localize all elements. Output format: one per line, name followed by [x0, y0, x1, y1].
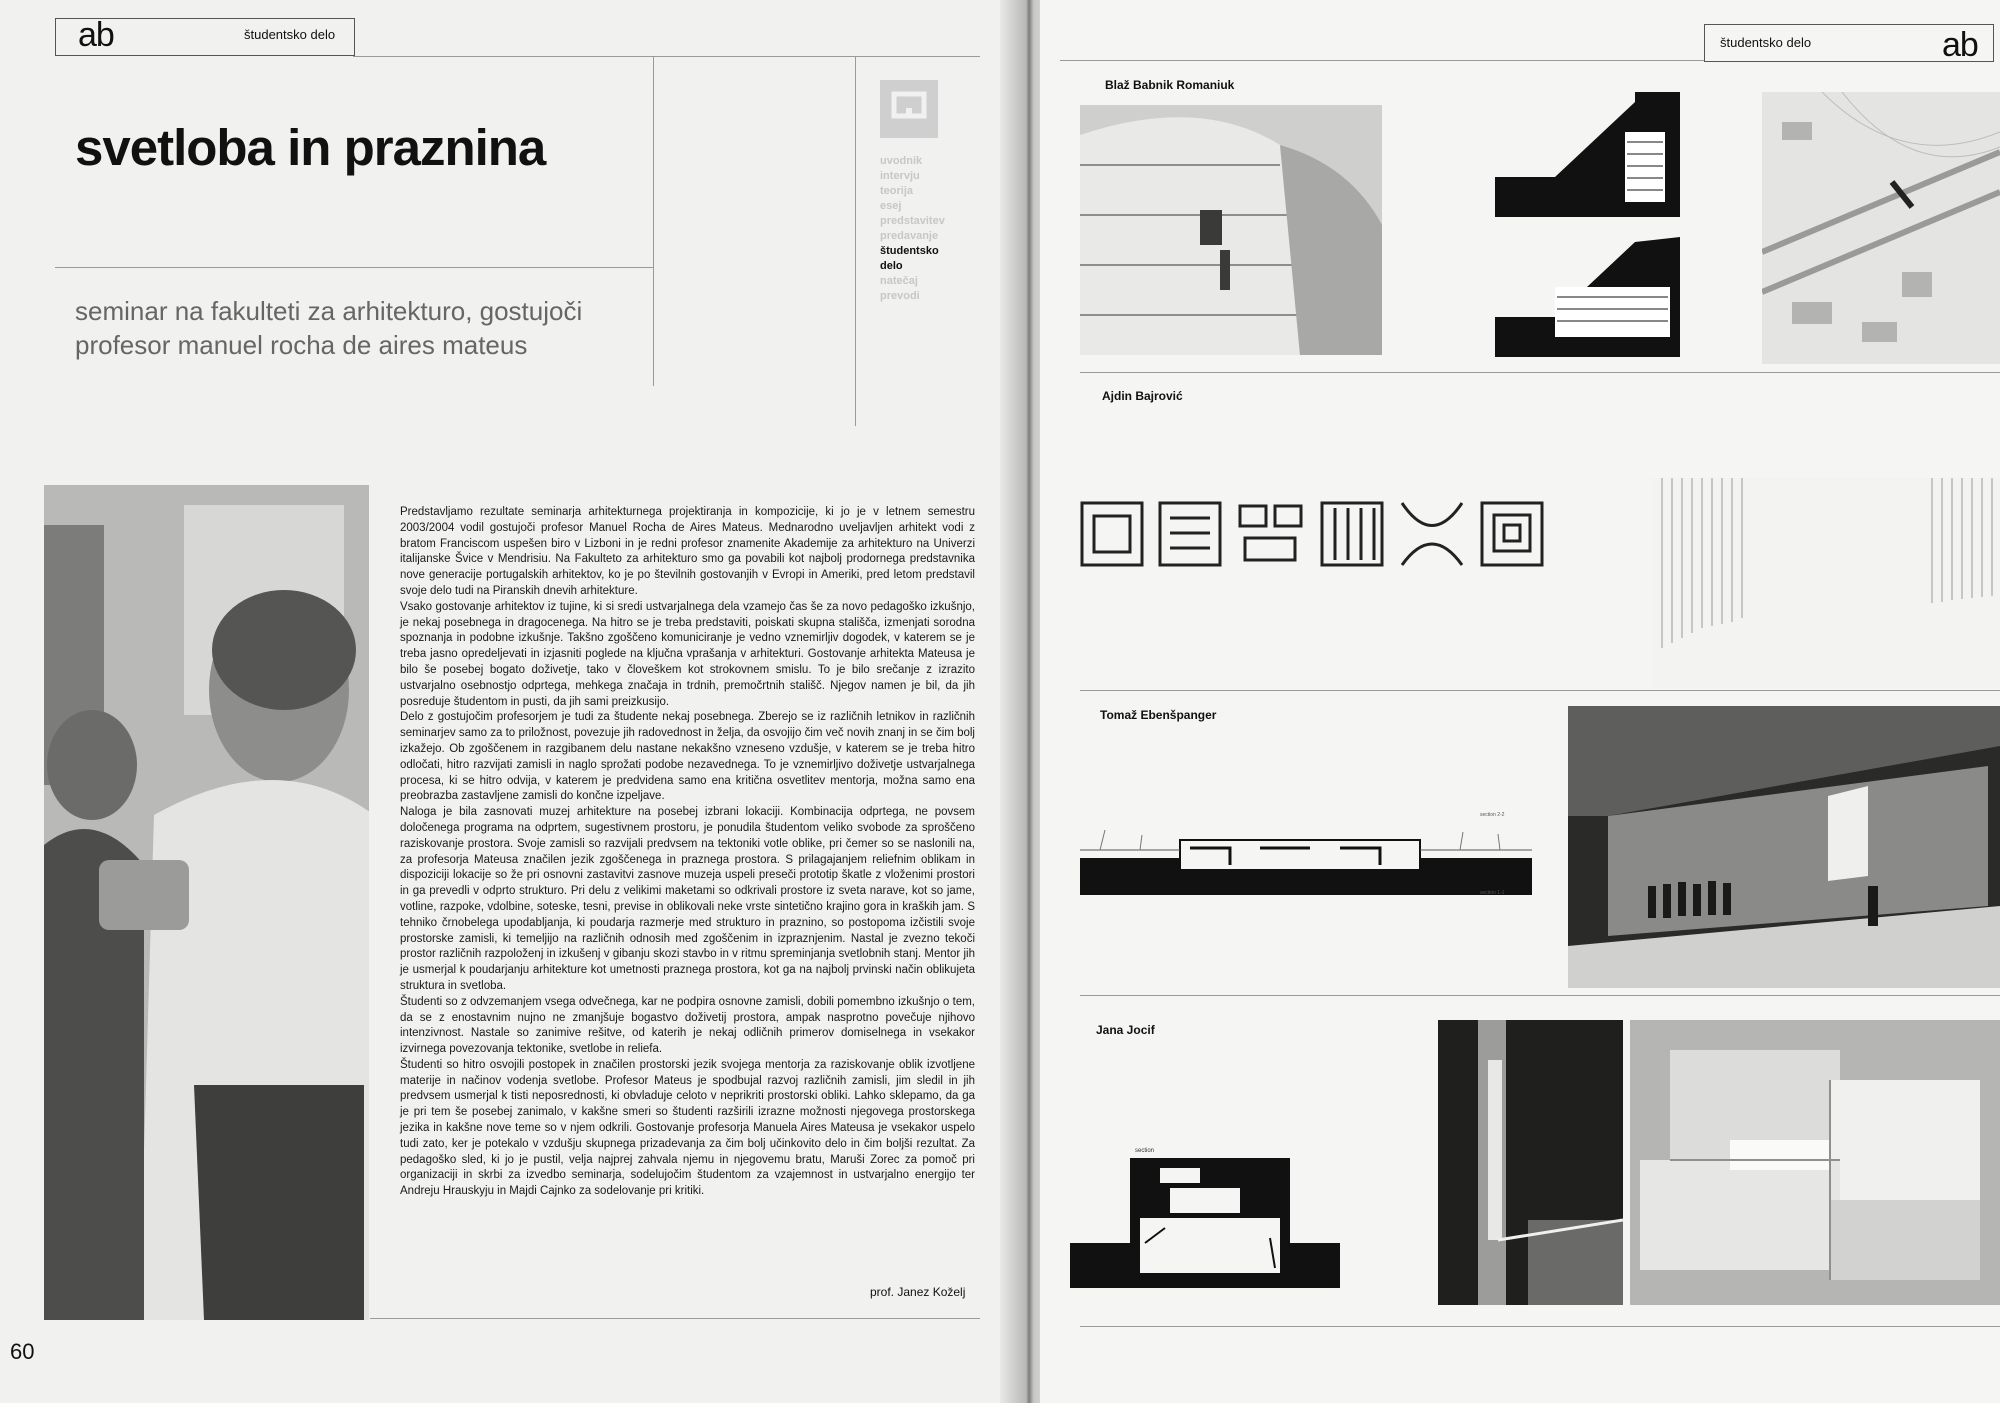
jocif-section-label: section [1135, 1148, 1155, 1154]
row-rule [1080, 690, 2000, 691]
nav-item-delo[interactable]: delo [880, 260, 903, 272]
right-logo: ab [1942, 26, 1978, 64]
row-rule [1080, 995, 2000, 996]
nav-item-esej[interactable]: esej [880, 200, 902, 212]
nav-item-predavanje[interactable]: predavanje [880, 230, 939, 242]
row-rule [1080, 372, 2000, 373]
right-header-rule [1060, 60, 1704, 61]
right-section-label: študentsko delo [1720, 35, 1812, 50]
nav-item-natecaj[interactable]: natečaj [880, 275, 918, 287]
bajrovic-render [1652, 478, 2000, 688]
student-name: Ajdin Bajrović [1102, 389, 1183, 403]
section-icon [880, 80, 938, 138]
nav-item-predstavitev[interactable]: predstavitev [880, 215, 945, 227]
article-author: prof. Janez Koželj [870, 1285, 966, 1299]
subtitle-line-2: profesor manuel rocha de aires mateus [75, 330, 528, 360]
jocif-section [1070, 1148, 1340, 1288]
jocif-model-photo [1630, 1020, 2000, 1305]
student-name: Jana Jocif [1096, 1023, 1155, 1037]
page-title: svetloba in praznina [75, 119, 546, 176]
nav-item-intervju[interactable]: intervju [880, 170, 920, 182]
section-nav [880, 154, 990, 304]
right-page [1040, 0, 2000, 1403]
nav-item-uvodnik[interactable]: uvodnik [880, 155, 923, 167]
body-paragraph: Delo z gostujočim profesorjem je tudi za študente nekaj posebnega. Zberejo se iz različnih letnikov in različnih seminarjev samo za to priložnost, povezuje jih radovednost in želja, da osvojijo čim več novih znanj in se čim bolj izkažejo. Ob zgoščenem in razgibanem delu nastane nekakšno vzneseno vzdušje, v katerem se je treba hitro odločati, hitro razvijati zamisli in naglo sprožati podobe nezavednega. To je vznemirljivo doživetje ustvarjalnega procesa, ki se hitro odvija, v katerem je predvidena samo ena kritična osvetlitev mentorja, možna samo ena preobrazba zastavljene zamisli do končne izpeljave. [400, 711, 975, 803]
body-paragraph: Študenti so z odvzemanjem vsega odvečnega, kar ne podpira osnovne zamisli, dobili pomembno izkušnjo o tem, da se z enostavnim nujno ne zmanjšuje bogastvo doživetij prostora, ampak nasprotno povečuje njihovo intenzivnost. Nastale so zanimive rešitve, od katerih je nekaj odličnih primerov domiselnega in vsekakor izvirnega povezovanja tektonike, svetlobe in reliefa. [400, 995, 975, 1056]
page-number: 60 [10, 1339, 35, 1364]
nav-rule [855, 56, 856, 426]
babnik-model-photo [1080, 105, 1382, 355]
left-logo: ab [78, 16, 114, 54]
nav-item-studentsko[interactable]: študentsko [880, 245, 939, 257]
ebenspanger-section [1080, 810, 1532, 895]
column-rule [653, 56, 654, 386]
bajrovic-plans [1080, 498, 1600, 573]
body-paragraph: Vsako gostovanje arhitektov iz tujine, ki si sredi ustvarjalnega dela vzamejo čas še za novo pedagoško izkušnjo, je nekaj posebnega in dragocenega. Na hitro se je treba predstaviti, poiskati skupna stališča, izmenjati sorodna spoznanja in podobne izkušnje. Takšno zgoščeno komuniciranje je vedno vznemirljiv dogodek, v katerem se je treba jasno opredeljevati in izjasniti poglede na ključna vprašanja v arhitekturi. Gostovanje arhitekta Mateusa je bilo še posebej bogato doživetje, tako v človeškem kot strokovnem smislu. To je bilo srečanje z izrazito ustvarjalno osebnostjo odprtega, mehkega značaja in trdnih, premočrtnih stališč. Njegov namen je bil, da jih posreduje študentom in pusti, da jih sami preizkusijo. [400, 600, 975, 708]
section-label-a: section 2-2 [1480, 812, 1505, 818]
student-name: Tomaž Ebenšpanger [1100, 708, 1217, 722]
babnik-sections [1495, 92, 1680, 357]
header-rule [353, 56, 980, 57]
student-name: Blaž Babnik Romaniuk [1105, 78, 1235, 92]
nav-item-teorija[interactable]: teorija [880, 185, 914, 197]
ebenspanger-render [1568, 706, 2000, 988]
babnik-site-plan [1762, 92, 2000, 364]
body-paragraph: Naloga je bila zasnovati muzej arhitekture na posebej izbrani lokaciji. Kombinacija odprtega, ne povsem določenega programa na odprtem, sugestivnem prostoru, je ponudila študentom veliko svobode za sproščeno raziskovanje prostora. Svoje zamisli so razvijali predvsem na tektoniki votle oblike, pri čemer so se naslonili na, za profesorja Mateusa značilen jezik zgoščenega in praznega prostora. S prilagajanjem reliefnim oblikam in dispoziciji lokacije so že pri osnovni zastavitvi zasnove muzeja uspeli preseči prototip škatle z vloženimi prostori in ga prevedli v odprto strukturo. Pri delu z velikimi maketami so odkrivali prostore iz sveta narave, kot so jame, votline, razpoke, vdolbine, soteske, tesni, previse in oblikovali neke vrste sintetično krajino gora in kraških jam. S tehniko črnobelega upodabljanja, ki poudarja razmerje med strukturo in praznino, so postopoma izčistili svoje prostorske zamisli, ki temeljijo na različnih odnosih med zgoščenim in izpraznjenim. Nastal je zvezno tekoči prostor različnih razpoloženj in izkušenj v gibanju skozi stavbo in v ritmu spreminjanja svetlobnih stanj. Mentor jih je usmerjal k poudarjanju arhitekture kot umetnosti praznega prostora, kot ga na najbolj prvinski način oblikujeta struktura in svetloba. [400, 806, 975, 992]
footer-rule [370, 1318, 980, 1319]
professor-photo [44, 485, 369, 1320]
jocif-interior-photo [1438, 1020, 1623, 1305]
title-rule [55, 267, 653, 268]
subtitle [75, 294, 582, 362]
body-paragraph: Študenti so hitro osvojili postopek in značilen prostorski jezik svojega mentorja za raziskovanje oblik izvotljene materije in načinov vodenja svetlobe. Profesor Mateus je spodbujal razvoj različnih zamisli, jim sledil in jih predvsem usmerjal k tisti neposrednosti, ki obvladuje celoto v neprikriti prostorski obliki. Lahko sklepamo, da ga je pri tem še posebej zanimalo, v kakšne smeri so študenti razširili izrazne možnosti njegovega prostorskega jezika in kakšne nove teme so v njem odkrili. Gostovanje profesorja Manuela Aires Mateusa je vsekakor uspelo tudi zato, ker je potekalo v vzdušju skupnega prizadevanja za čim bolj učinkovito delo in čim boljši rezultat. Za pedagoško sled, ki jo je pustil, velja najprej zahvala njemu in njegovemu bratu, Maruši Zorec za pomoč pri organizaciji in skrbi za izvedbo seminarja, sodelujočim študentom za vzajemnost in ustvarjalno energijo ter Andreju Hrauskyju in Majdi Cajnko za sodelovanje pri kritiki. [400, 1058, 975, 1198]
bottom-rule [1080, 1326, 2000, 1327]
body-paragraph: Predstavljamo rezultate seminarja arhitekturnega projektiranja in kompozicije, ki jo je v letnem semestru 2003/2004 vodil gostujoči profesor Manuel Rocha de Aires Mateus. Mednarodno uveljavljen arhitekt vodi z bratom Franciscom uspešen biro v Lizboni in je redni profesor znamenite Akademije za arhitekturo na Univerzi italijanske Švice v Mendrisiu. Na Fakulteto za arhitekturo smo ga povabili kot najbolj prodornega predstavnika nove generacije portugalskih arhitektov, ko je po številnih gostovanjih v Evropi in Ameriki, pred letom predstavil svoje delo tudi na Piranskih dnevih arhitekture. [400, 506, 975, 597]
section-label-b: section 1-1 [1480, 890, 1505, 896]
subtitle-line-1: seminar na fakulteti za arhitekturo, gostujoči [75, 296, 583, 326]
nav-item-prevodi[interactable]: prevodi [880, 290, 920, 302]
article-body [400, 505, 975, 1200]
left-section-label: študentsko delo [244, 27, 336, 42]
